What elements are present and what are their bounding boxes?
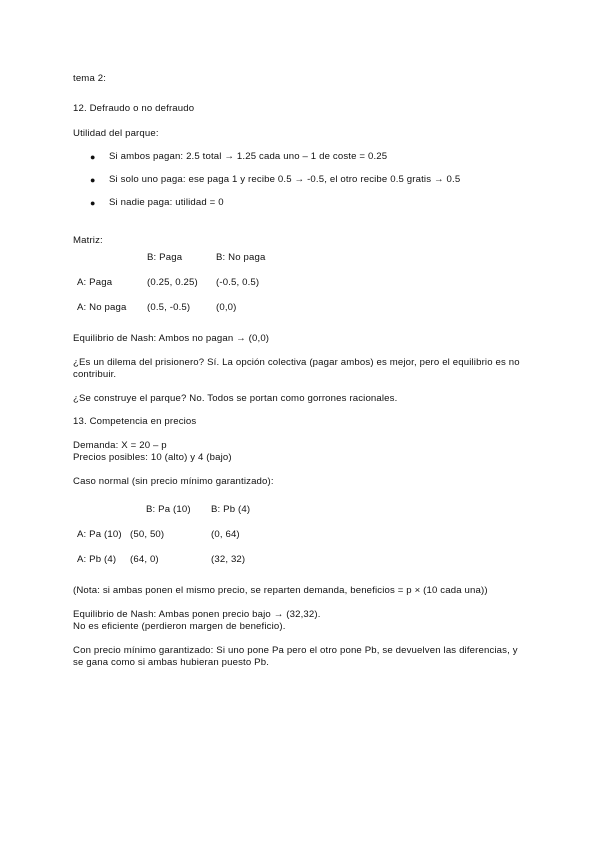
precios-line: Precios posibles: 10 (alto) y 4 (bajo) xyxy=(73,452,232,463)
nash-equilibrium-13-line2: No es eficiente (perdieron margen de beneficio). xyxy=(73,621,286,632)
matrix-row-label: A: Pb (4) xyxy=(77,554,117,565)
dilema-paragraph-line1: ¿Es un dilema del prisionero? Sí. La opción colectiva (pagar ambos) es mejor, pero el equilibrio es no xyxy=(73,357,520,368)
matrix-col-header: B: Paga xyxy=(147,252,183,263)
matrix-col-header: B: No paga xyxy=(216,252,266,263)
matrix-cell: (64, 0) xyxy=(130,554,159,565)
list-item: Si solo uno paga: ese paga 1 y recibe 0.5 → -0.5, el otro recibe 0.5 gratis → 0.5 xyxy=(109,174,461,185)
matriz-label: Matriz: xyxy=(73,235,103,246)
bullet-marker: ● xyxy=(90,175,96,185)
precio-minimo-line1: Con precio mínimo garantizado: Si uno pone Pa pero el otro pone Pb, se devuelven las diferencias, y xyxy=(73,645,518,656)
matrix-row-label: A: Paga xyxy=(77,277,113,288)
bullet-marker: ● xyxy=(90,198,96,208)
matrix-cell: (0,0) xyxy=(216,302,237,313)
precio-minimo-line2: se gana como si ambas hubieran puesto Pb. xyxy=(73,657,270,668)
matrix-cell: (32, 32) xyxy=(211,554,246,565)
list-item: Si ambos pagan: 2.5 total → 1.25 cada uno – 1 de coste = 0.25 xyxy=(109,151,388,162)
matrix-col-header: B: Pb (4) xyxy=(211,504,251,515)
utilidad-heading: Utilidad del parque: xyxy=(73,128,159,139)
demanda-line: Demanda: X = 20 – p xyxy=(73,440,167,451)
matrix-cell: (0, 64) xyxy=(211,529,240,540)
matrix-cell: (50, 50) xyxy=(130,529,165,540)
nash-equilibrium-13-line1: Equilibrio de Nash: Ambas ponen precio bajo → (32,32). xyxy=(73,609,321,620)
matrix-cell: (0.25, 0.25) xyxy=(147,277,198,288)
list-item: Si nadie paga: utilidad = 0 xyxy=(109,197,224,208)
nash-equilibrium-12: Equilibrio de Nash: Ambos no pagan → (0,0) xyxy=(73,333,270,344)
bullet-marker: ● xyxy=(90,152,96,162)
tema-heading: tema 2: xyxy=(73,73,107,84)
dilema-paragraph-line2: contribuir. xyxy=(73,369,117,380)
matrix-cell: (-0.5, 0.5) xyxy=(216,277,260,288)
matrix-col-header: B: Pa (10) xyxy=(146,504,191,515)
caso-normal-heading: Caso normal (sin precio mínimo garantizado): xyxy=(73,476,274,487)
section-12-title: 12. Defraudo o no defraudo xyxy=(73,103,195,114)
matrix-row-label: A: Pa (10) xyxy=(77,529,122,540)
matrix-cell: (0.5, -0.5) xyxy=(147,302,191,313)
nota-paragraph: (Nota: si ambas ponen el mismo precio, se reparten demanda, beneficios = p × (10 cada una)) xyxy=(73,585,488,596)
section-13-title: 13. Competencia en precios xyxy=(73,416,197,427)
parque-paragraph: ¿Se construye el parque? No. Todos se portan como gorrones racionales. xyxy=(73,393,398,404)
matrix-row-label: A: No paga xyxy=(77,302,127,313)
